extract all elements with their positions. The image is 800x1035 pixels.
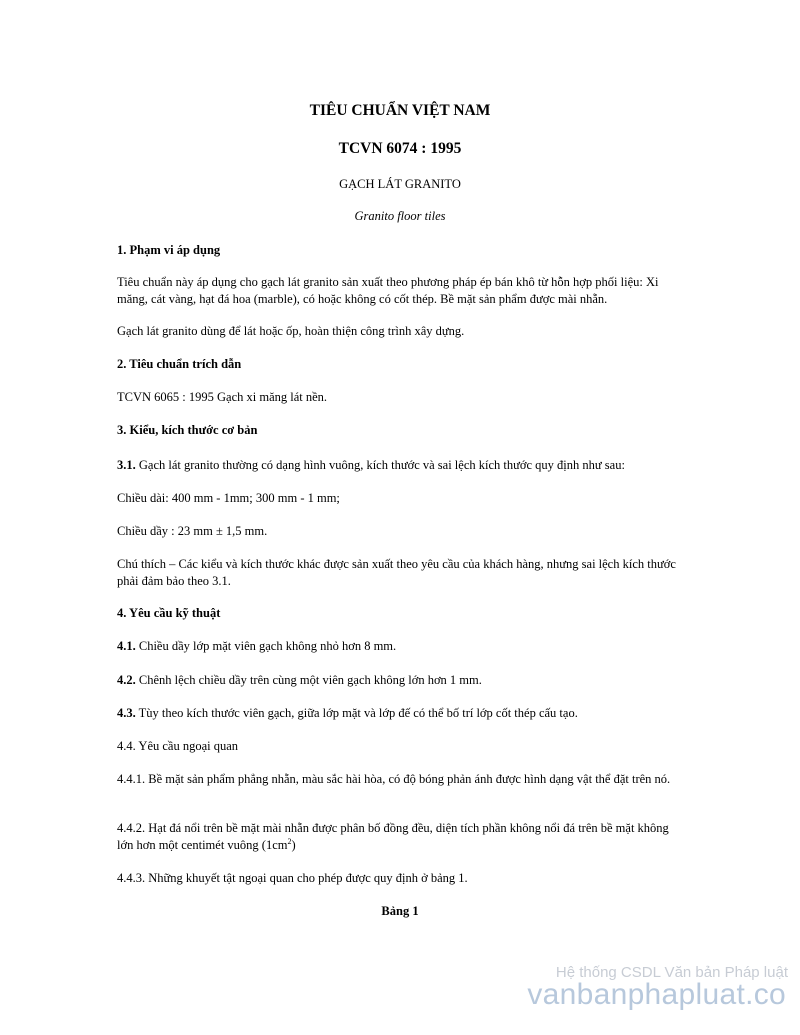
section-3-note: Chú thích – Các kiểu và kích thước khác được sản xuất theo yêu cầu của khách hàng, nhưng sai lệch kích thước phải đảm bảo theo 3.1.: [117, 557, 676, 588]
clause-3-1: [117, 457, 683, 474]
clause-4-4-3: 4.4.3. Những khuyết tật ngoại quan cho phép được quy định ở bảng 1.: [117, 871, 468, 885]
section-2-paragraph-1: TCVN 6065 : 1995 Gạch xi măng lát nền.: [117, 390, 328, 404]
title-english: Granito floor tiles: [354, 209, 446, 223]
dimension-length: Chiều dài: 400 mm - 1mm; 300 mm - 1 mm;: [117, 491, 340, 505]
clause-4-1-number: 4.1.: [117, 639, 136, 653]
clause-3-1-number: 3.1.: [117, 458, 136, 472]
clause-4-4-2-superscript: 2: [287, 836, 292, 846]
table-1-title: Bảng 1: [381, 904, 419, 918]
section-1-paragraph-1: Tiêu chuẩn này áp dụng cho gạch lát granito sản xuất theo phương pháp ép bán khô từ hỗn hợp phối liệu: Xi măng, cát vàng, hạt đá hoa (marble), có hoặc không có cốt thép. Bề mặt sản phẩm được mài nhẵn.: [117, 275, 659, 306]
clause-4-2: [117, 672, 683, 689]
clause-4-4-2-text: 4.4.2. Hạt đá nổi trên bề mặt mài nhẵn được phân bố đồng đều, diện tích phần không nổi đá trên bề mặt không lớn hơn một centimét vuông (1cm: [117, 821, 669, 852]
clause-4-4: 4.4. Yêu cầu ngoại quan: [117, 739, 239, 753]
standard-code: TCVN 6074 : 1995: [338, 140, 462, 157]
clause-4-3-text: Tùy theo kích thước viên gạch, giữa lớp mặt và lớp đế có thể bố trí lớp cốt thép cấu tạo.: [135, 706, 578, 720]
clause-3-1-text: Gạch lát granito thường có dạng hình vuông, kích thước và sai lệch kích thước quy định như sau:: [135, 458, 625, 472]
clause-4-4-2: [117, 820, 683, 853]
watermark-line-2: vanbanphapluat.co: [527, 978, 786, 1011]
section-1-paragraph-2: Gạch lát granito dùng để lát hoặc ốp, hoàn thiện công trình xây dựng.: [117, 324, 465, 338]
dimension-thickness: Chiều dầy : 23 mm ± 1,5 mm.: [117, 524, 268, 538]
clause-4-4-2-end: ): [291, 837, 296, 852]
title-vietnamese: GẠCH LÁT GRANITO: [339, 177, 461, 191]
clause-4-3: [117, 705, 683, 722]
clause-4-2-text: Chênh lệch chiều dầy trên cùng một viên gạch không lớn hơn 1 mm.: [135, 673, 482, 687]
section-1-heading: 1. Phạm vi áp dụng: [117, 243, 221, 257]
clause-4-1-text: Chiều dầy lớp mặt viên gạch không nhỏ hơn 8 mm.: [135, 639, 397, 653]
section-2-heading: 2. Tiêu chuẩn trích dẫn: [117, 357, 242, 371]
watermark-line-1: Hệ thống CSDL Văn bản Pháp luật: [555, 964, 788, 981]
clause-4-4-1: 4.4.1. Bề mặt sản phẩm phẳng nhẵn, màu sắc hài hòa, có độ bóng phản ánh được hình dạng vật thể đặt trên nó.: [117, 772, 671, 786]
section-3-heading: 3. Kiểu, kích thước cơ bản: [117, 423, 258, 437]
clause-4-2-number: 4.2.: [117, 673, 136, 687]
clause-4-3-number: 4.3.: [117, 706, 136, 720]
clause-4-1: [117, 638, 683, 655]
standard-name: TIÊU CHUẨN VIỆT NAM: [309, 102, 491, 119]
section-4-heading: 4. Yêu cầu kỹ thuật: [117, 606, 221, 620]
